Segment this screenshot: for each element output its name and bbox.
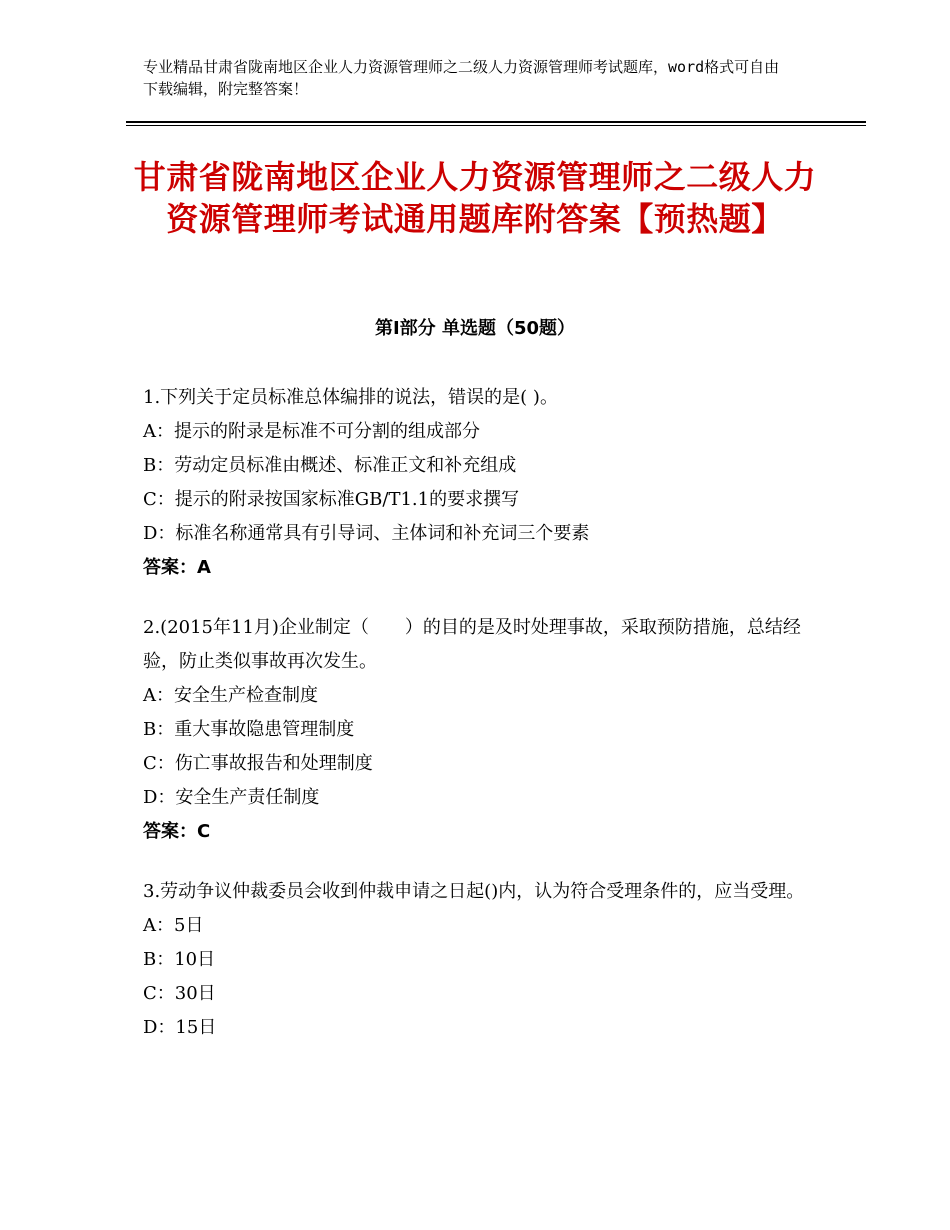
question-2 <box>143 611 813 849</box>
option-d: D：15日 <box>143 1017 217 1038</box>
header-rule-thick <box>126 121 866 123</box>
option-a: A：安全生产检查制度 <box>143 685 318 706</box>
question-3 <box>143 875 813 1045</box>
question-1 <box>143 381 813 585</box>
option-d: D：标准名称通常具有引导词、主体词和补充词三个要素 <box>143 523 590 544</box>
question-list <box>143 381 813 1071</box>
option-b: B：10日 <box>143 949 216 970</box>
option-c: C：30日 <box>143 983 216 1004</box>
option-a: A：提示的附录是标准不可分割的组成部分 <box>143 421 480 442</box>
option-b: B：重大事故隐患管理制度 <box>143 719 355 740</box>
option-a: A：5日 <box>143 915 204 936</box>
option-c: C：伤亡事故报告和处理制度 <box>143 753 373 774</box>
option-c: C：提示的附录按国家标准GB/T1.1的要求撰写 <box>143 489 520 510</box>
document-title: 甘肃省陇南地区企业人力资源管理师之二级人力资源管理师考试通用题库附答案【预热题】 <box>133 158 817 238</box>
option-d: D：安全生产责任制度 <box>143 787 320 808</box>
question-stem: 3.劳动争议仲裁委员会收到仲裁申请之日起()内，认为符合受理条件的，应当受理。 <box>143 881 805 902</box>
header-note: 专业精品甘肃省陇南地区企业人力资源管理师之二级人力资源管理师考试题库，word格式可自由下载编辑，附完整答案！ <box>143 58 780 98</box>
question-stem: 2.(2015年11月)企业制定（ ）的目的是及时处理事故，采取预防措施，总结经验，防止类似事故再次发生。 <box>143 617 801 672</box>
option-b: B：劳动定员标准由概述、标准正文和补充组成 <box>143 455 517 476</box>
answer: 答案：C <box>143 821 211 842</box>
header-rule-thin <box>126 125 866 126</box>
answer: 答案：A <box>143 557 211 578</box>
section-title: 第Ⅰ部分 单选题（50题） <box>374 318 575 339</box>
question-stem: 1.下列关于定员标准总体编排的说法，错误的是( )。 <box>143 387 558 408</box>
